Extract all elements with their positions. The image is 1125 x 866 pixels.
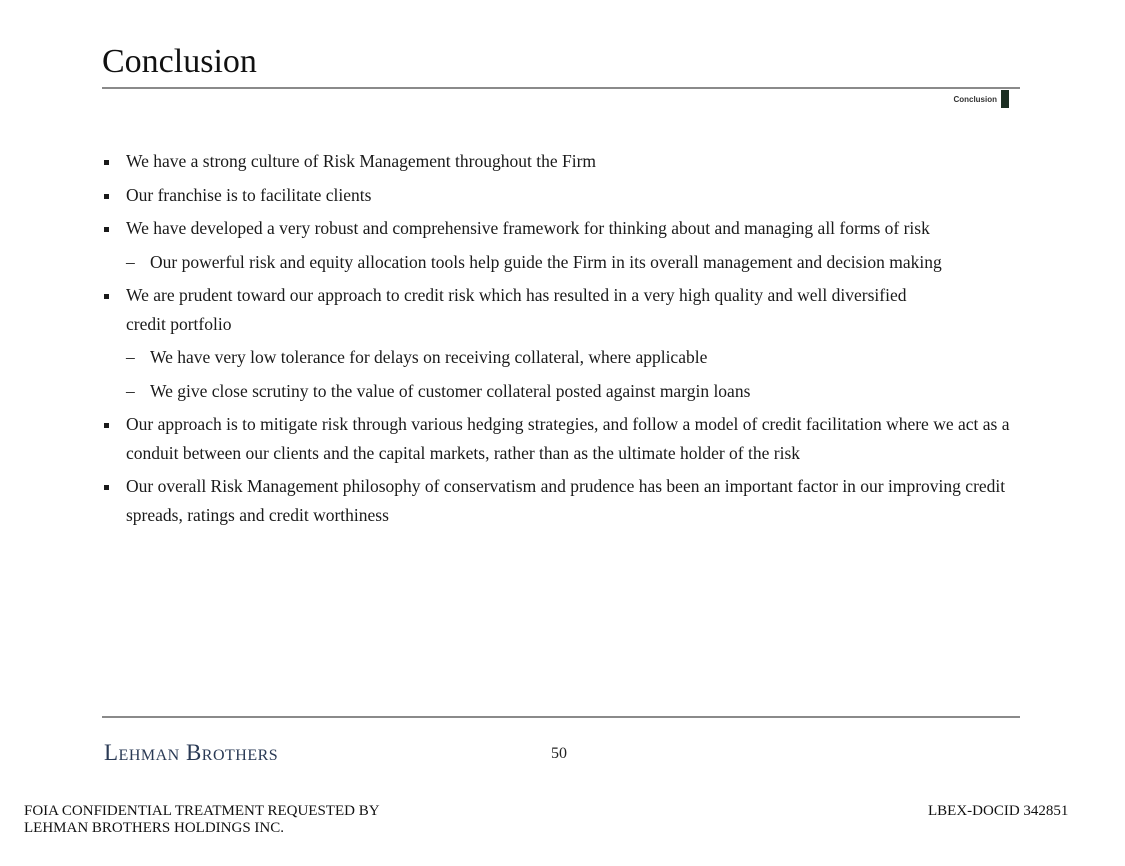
title-divider (102, 87, 1020, 89)
bullet-item (102, 281, 1012, 338)
sub-bullet-item (102, 377, 1012, 406)
bullet-text: Our approach is to mitigate risk through various hedging strategies, and follow a model of credit facilitation where we act as a conduit between our clients and the capital markets, rather than as the ultimate holder of the risk (126, 414, 1010, 463)
bullet-item (102, 410, 1012, 467)
bullet-marker (104, 194, 109, 199)
bullet-text: We are prudent toward our approach to credit risk which has resulted in a very high quality and well diversified (126, 285, 907, 305)
bullet-item (102, 147, 1012, 176)
document-id: LBEX-DOCID 342851 (928, 803, 1069, 819)
sub-bullet-text: We give close scrutiny to the value of customer collateral posted against margin loans (150, 380, 751, 401)
sub-bullet-text: Our powerful risk and equity allocation tools help guide the Firm in its overall management and decision making (150, 251, 942, 272)
page-title: Conclusion (102, 43, 257, 80)
company-logo: Lehman Brothers (104, 740, 279, 765)
bullet-list (102, 147, 1012, 534)
bullet-text: Our franchise is to facilitate clients (126, 184, 372, 205)
bullet-item (102, 181, 1012, 210)
bullet-text: We have a strong culture of Risk Management throughout the Firm (126, 151, 597, 171)
bullet-marker (104, 160, 109, 165)
foia-notice (24, 803, 380, 837)
bullet-marker (104, 485, 109, 490)
section-tag (953, 90, 1009, 108)
bullet-item (102, 472, 1012, 529)
bullet-marker (104, 227, 109, 232)
bullet-item (102, 214, 1012, 243)
bullet-marker (104, 423, 109, 428)
dash-marker: – (126, 380, 135, 401)
bullet-text: Our overall Risk Management philosophy of conservatism and prudence has been an important factor in our improving credit spreads, ratings and credit worthiness (126, 476, 1006, 525)
bullet-marker (104, 294, 109, 299)
page-number: 50 (551, 745, 567, 762)
bullet-text: We have developed a very robust and comprehensive framework for thinking about and managing all forms of risk (126, 218, 930, 238)
foia-line: LEHMAN BROTHERS HOLDINGS INC. (24, 820, 285, 836)
sub-bullet-item (102, 248, 1012, 277)
section-tag-label: Conclusion (953, 94, 997, 104)
dash-marker: – (126, 251, 135, 272)
sub-bullet-item (102, 343, 1012, 372)
section-marker-bar (1001, 90, 1009, 108)
footer-divider (102, 716, 1020, 718)
sub-bullet-text: We have very low tolerance for delays on receiving collateral, where applicable (150, 347, 708, 367)
dash-marker: – (126, 347, 135, 367)
foia-line: FOIA CONFIDENTIAL TREATMENT REQUESTED BY (24, 803, 380, 819)
bullet-text-continuation: credit portfolio (126, 313, 232, 334)
